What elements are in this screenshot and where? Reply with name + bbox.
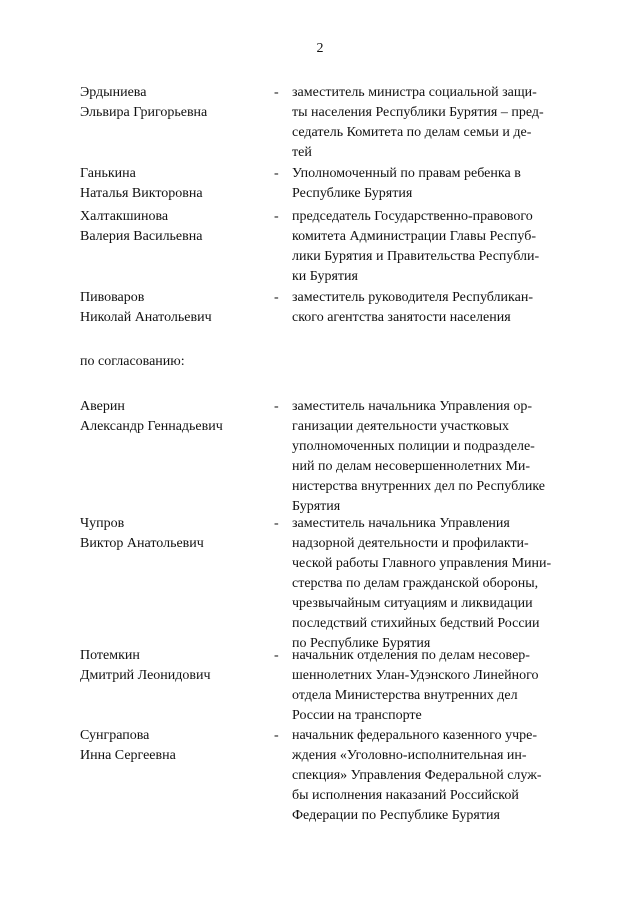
member-name: Потемкин Дмитрий Леонидович xyxy=(80,648,211,683)
member-name: Сунграпова Инна Сергеевна xyxy=(80,728,176,763)
member-position: председатель Государственно-правового комитета Администрации Главы Респуб- лики Бурятия и Правительства Республи- ки Бурятия xyxy=(292,209,540,284)
member-dash: - xyxy=(274,85,279,100)
member-dash: - xyxy=(274,728,279,743)
page-number: 2 xyxy=(316,41,324,56)
member-name: Чупров Виктор Анатольевич xyxy=(80,516,204,551)
member-name: Ганькина Наталья Викторовна xyxy=(80,166,203,201)
member-name: Халтакшинова Валерия Васильевна xyxy=(80,209,203,244)
member-dash: - xyxy=(274,166,279,181)
member-dash: - xyxy=(274,648,279,663)
member-name: Эрдыниева Эльвира Григорьевна xyxy=(80,85,208,120)
member-name: Пивоваров Николай Анатольевич xyxy=(80,290,212,325)
member-position: начальник федерального казенного учре- ждения «Уголовно-исполнительная ин- спекция» Управления Федеральной служ- бы исполнения наказаний Российской Федерации по Республике Бурятия xyxy=(292,728,542,823)
member-dash: - xyxy=(274,209,279,224)
member-dash: - xyxy=(274,399,279,414)
member-position: начальник отделения по делам несовер- шеннолетних Улан-Удэнского Линейного отдела Министерства внутренних дел России на транспорте xyxy=(292,648,539,723)
member-position: заместитель начальника Управления ор- ганизации деятельности участковых уполномоченных полиции и подразделе- ний по делам несовершеннолетних Ми- нистерства внутренних дел по Республике Бурятия xyxy=(292,399,546,514)
member-position: заместитель министра социальной защи- ты населения Республики Бурятия – пред- седатель Комитета по делам семьи и де- тей xyxy=(292,85,544,160)
member-name: Аверин Александр Геннадьевич xyxy=(80,399,223,434)
member-position: заместитель начальника Управления надзорной деятельности и профилакти- ческой работы Главного управления Мини- стерства по делам гражданской обороны, чрезвычайным ситуациям и ликвидации последствий стихийных бедствий России по Республике Бурятия xyxy=(292,516,552,651)
member-dash: - xyxy=(274,516,279,531)
member-position: Уполномоченный по правам ребенка в Республике Бурятия xyxy=(292,166,521,201)
member-dash: - xyxy=(274,290,279,305)
section-label-agreement: по согласованию: xyxy=(80,354,185,369)
member-position: заместитель руководителя Республикан- ского агентства занятости населения xyxy=(292,290,533,325)
